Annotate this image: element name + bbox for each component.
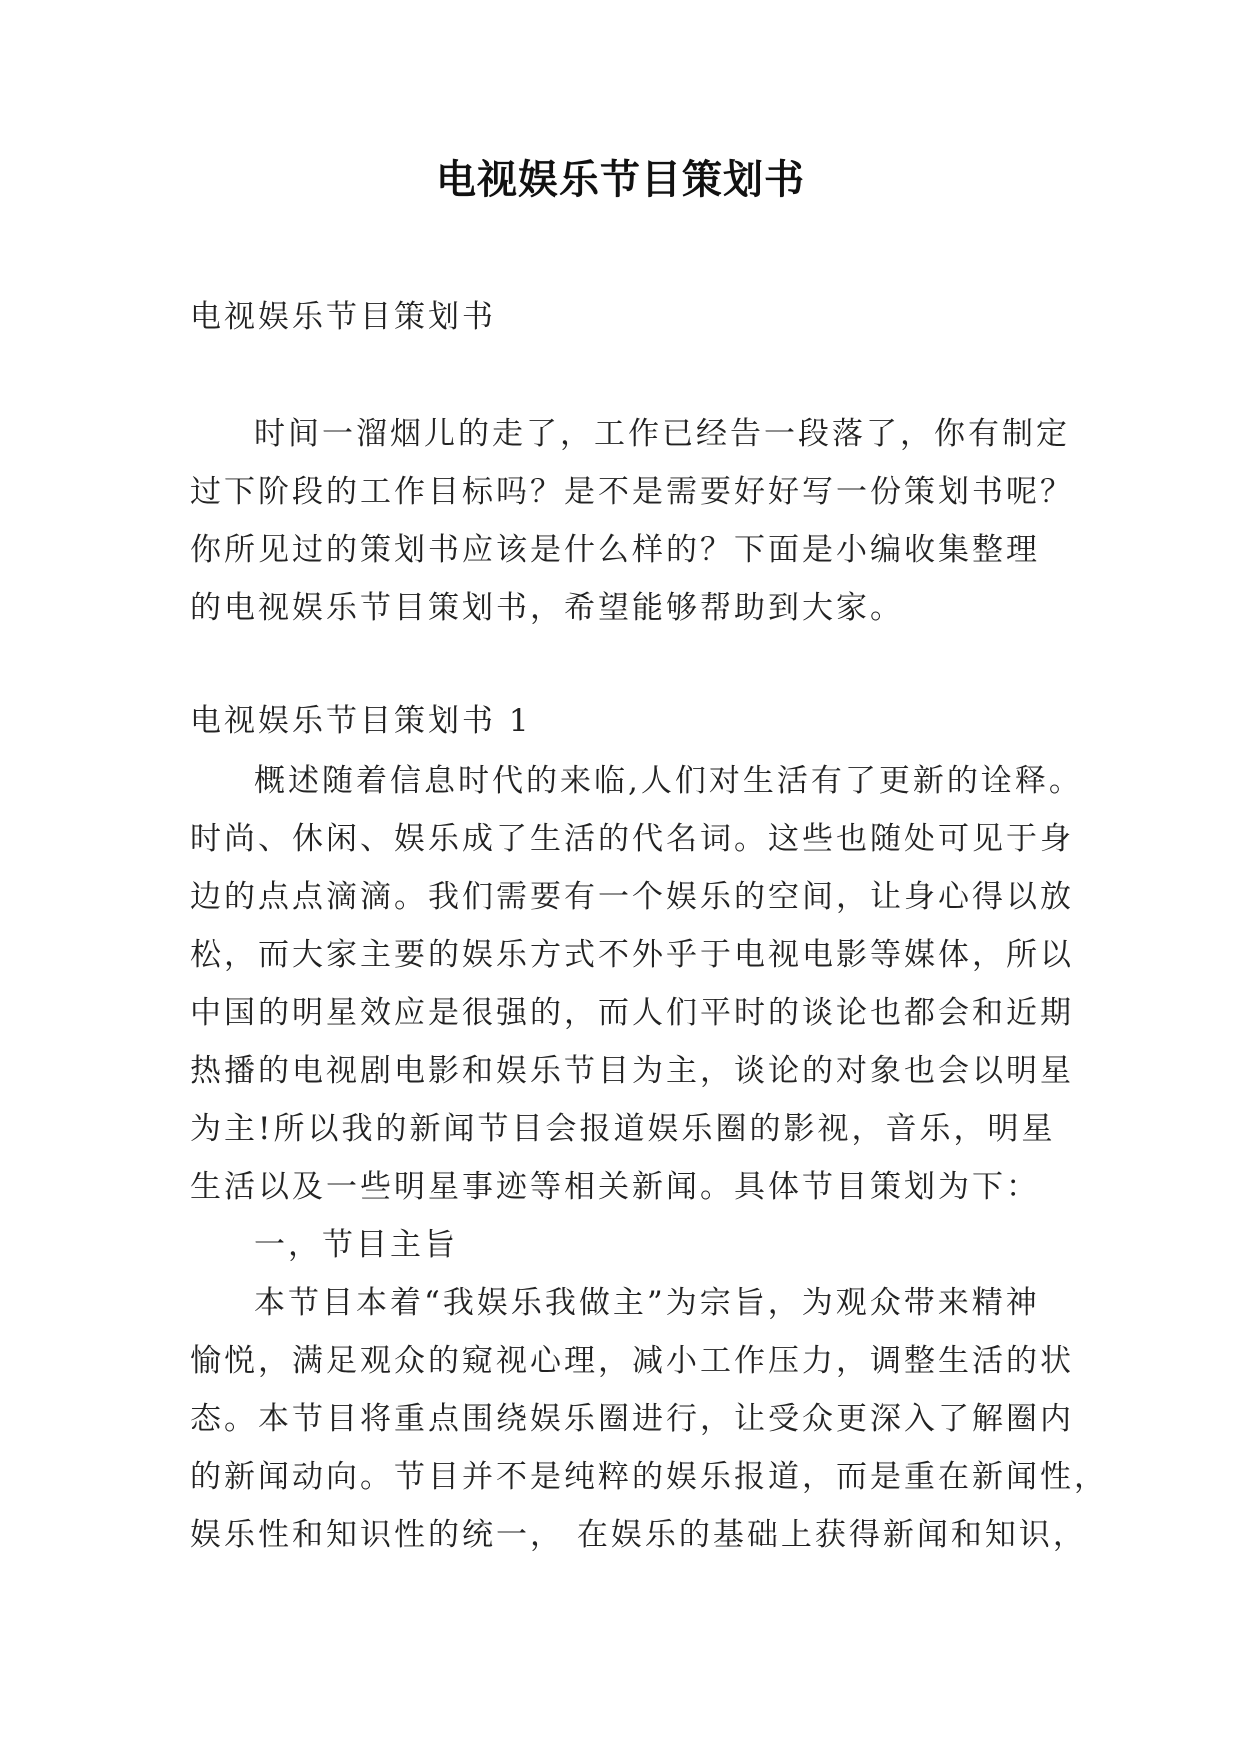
- body-line: 为主!所以我的新闻节目会报道娱乐圈的影视，音乐，明星: [190, 1111, 1056, 1147]
- body-line: 概述随着信息时代的来临,人们对生活有了更新的诠释。: [254, 763, 1083, 799]
- body-line: 的新闻动向。节目并不是纯粹的娱乐报道，而是重在新闻性，: [190, 1459, 1108, 1495]
- body-line: 本节目本着“我娱乐我做主”为宗旨，为观众带来精神: [254, 1285, 1040, 1321]
- body-line: 边的点点滴滴。我们需要有一个娱乐的空间，让身心得以放: [190, 879, 1074, 915]
- intro-line: 过下阶段的工作目标吗？是不是需要好好写一份策划书呢？: [190, 474, 1074, 510]
- subsection-heading: 一，节目主旨: [254, 1227, 458, 1263]
- document-title: 电视娱乐节目策划书: [436, 156, 805, 203]
- body-line: 中国的明星效应是很强的，而人们平时的谈论也都会和近期: [190, 995, 1074, 1031]
- section-body: [190, 752, 1108, 1564]
- intro-line: 时间一溜烟儿的走了，工作已经告一段落了，你有制定: [254, 416, 1070, 452]
- body-line: 生活以及一些明星事迹等相关新闻。具体节目策划为下：: [190, 1169, 1040, 1205]
- body-line: 松，而大家主要的娱乐方式不外乎于电视电影等媒体，所以: [190, 937, 1074, 973]
- section-heading-text: 电视娱乐节目策划书 1: [190, 703, 532, 739]
- body-line: 时尚、休闲、娱乐成了生活的代名词。这些也随处可见于身: [190, 821, 1074, 857]
- document-subtitle: [190, 288, 1052, 346]
- section-heading: [190, 692, 1052, 750]
- intro-line: 你所见过的策划书应该是什么样的？下面是小编收集整理: [190, 532, 1040, 568]
- body-line: 娱乐性和知识性的统一， 在娱乐的基础上获得新闻和知识，: [190, 1517, 1087, 1553]
- body-line: 愉悦，满足观众的窥视心理，减小工作压力，调整生活的状: [190, 1343, 1074, 1379]
- body-line: 态。本节目将重点围绕娱乐圈进行，让受众更深入了解圈内: [190, 1401, 1074, 1437]
- subtitle-line: 电视娱乐节目策划书: [190, 299, 496, 335]
- intro-line: 的电视娱乐节目策划书，希望能够帮助到大家。: [190, 590, 904, 626]
- intro-paragraph: [190, 405, 1074, 637]
- body-line: 热播的电视剧电影和娱乐节目为主，谈论的对象也会以明星: [190, 1053, 1074, 1089]
